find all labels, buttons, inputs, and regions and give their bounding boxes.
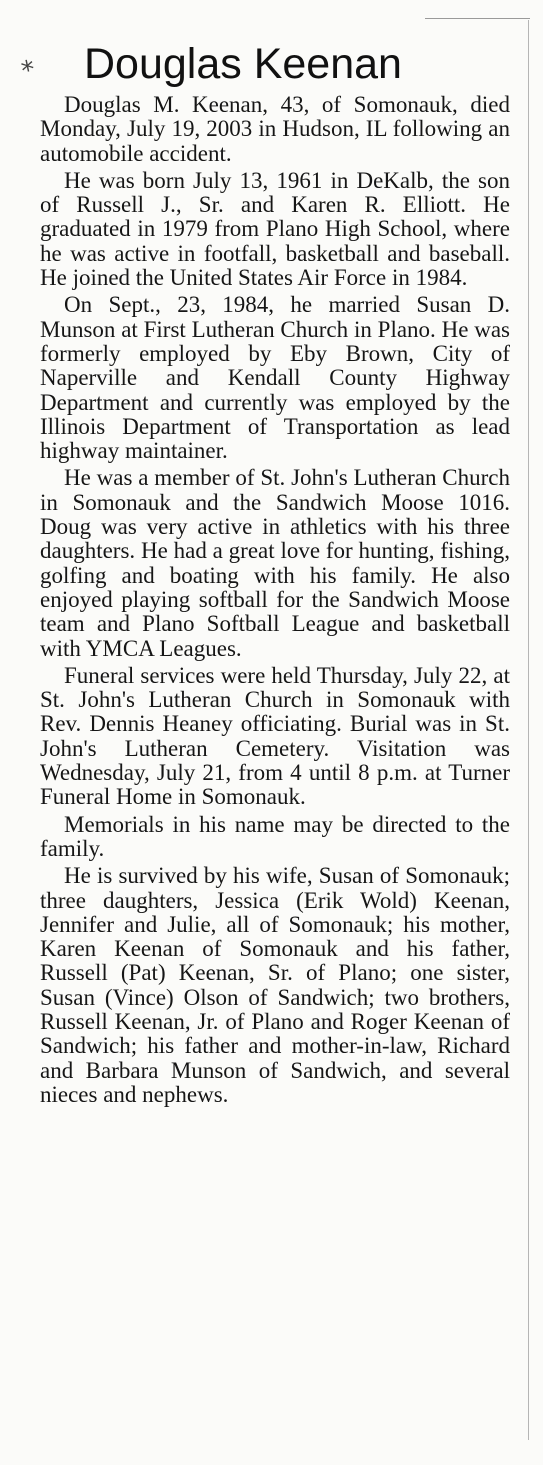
paragraph-services: Funeral services were held Thursday, July 22, at St. John's Lutheran Church in Somonauk with Rev. Dennis Heaney officiating. Burial was in St. John's Lutheran Cemetery. Visitation was Wednesday, July 21, from 4 until 8 p.m. at Turner Funeral Home in Somonauk. <box>40 662 510 810</box>
handwritten-asterisk-mark: * <box>19 54 38 88</box>
right-column-rule <box>528 20 529 1440</box>
paragraph-early-life: He was born July 13, 1961 in DeKalb, the son of Russell J., Sr. and Karen R. Elliott. He graduated in 1979 from Plano High School, where he was active in footfall, basketball and baseball. He joined the United States Air Force in 1984. <box>40 167 510 291</box>
paragraph-survivors: He is survived by his wife, Susan of Somonauk; three daughters, Jessica (Erik Wold) Keenan, Jennifer and Julie, all of Somonauk; his mother, Karen Keenan of Somonauk and his father, Russell (Pat) Keenan, Sr. of Plano; one sister, Susan (Vince) Olson of Sandwich; two brothers, Russell Keenan, Jr. of Plano and Roger Keenan of Sandwich; his father and mother-in-law, Richard and Barbara Munson of Sandwich, and several nieces and nephews. <box>40 863 510 1107</box>
paragraph-marriage-career: On Sept., 23, 1984, he married Susan D. Munson at First Lutheran Church in Plano. He was formerly employed by Eby Brown, City of Naperville and Kendall County Highway Department and currently was employed by the Illinois Department of Transportation as lead highway maintainer. <box>40 292 510 464</box>
obituary-body <box>40 93 510 1465</box>
top-column-rule <box>425 18 530 19</box>
paragraph-death-notice: Douglas M. Keenan, 43, of Somonauk, died Monday, July 19, 2003 in Hudson, IL following an automobile accident. <box>40 93 510 166</box>
obituary-headline: Douglas Keenan <box>84 40 402 88</box>
paragraph-memberships-hobbies: He was a member of St. John's Lutheran Church in Somonauk and the Sandwich Moose 1016. Doug was very active in athletics with his three daughters. He had a great love for hunting, fishing, golfing and boating with his family. He also enjoyed playing softball for the Sandwich Moose team and Plano Softball League and basketball with YMCA Leagues. <box>40 465 510 661</box>
paragraph-memorials: Memorials in his name may be directed to the family. <box>40 811 510 861</box>
